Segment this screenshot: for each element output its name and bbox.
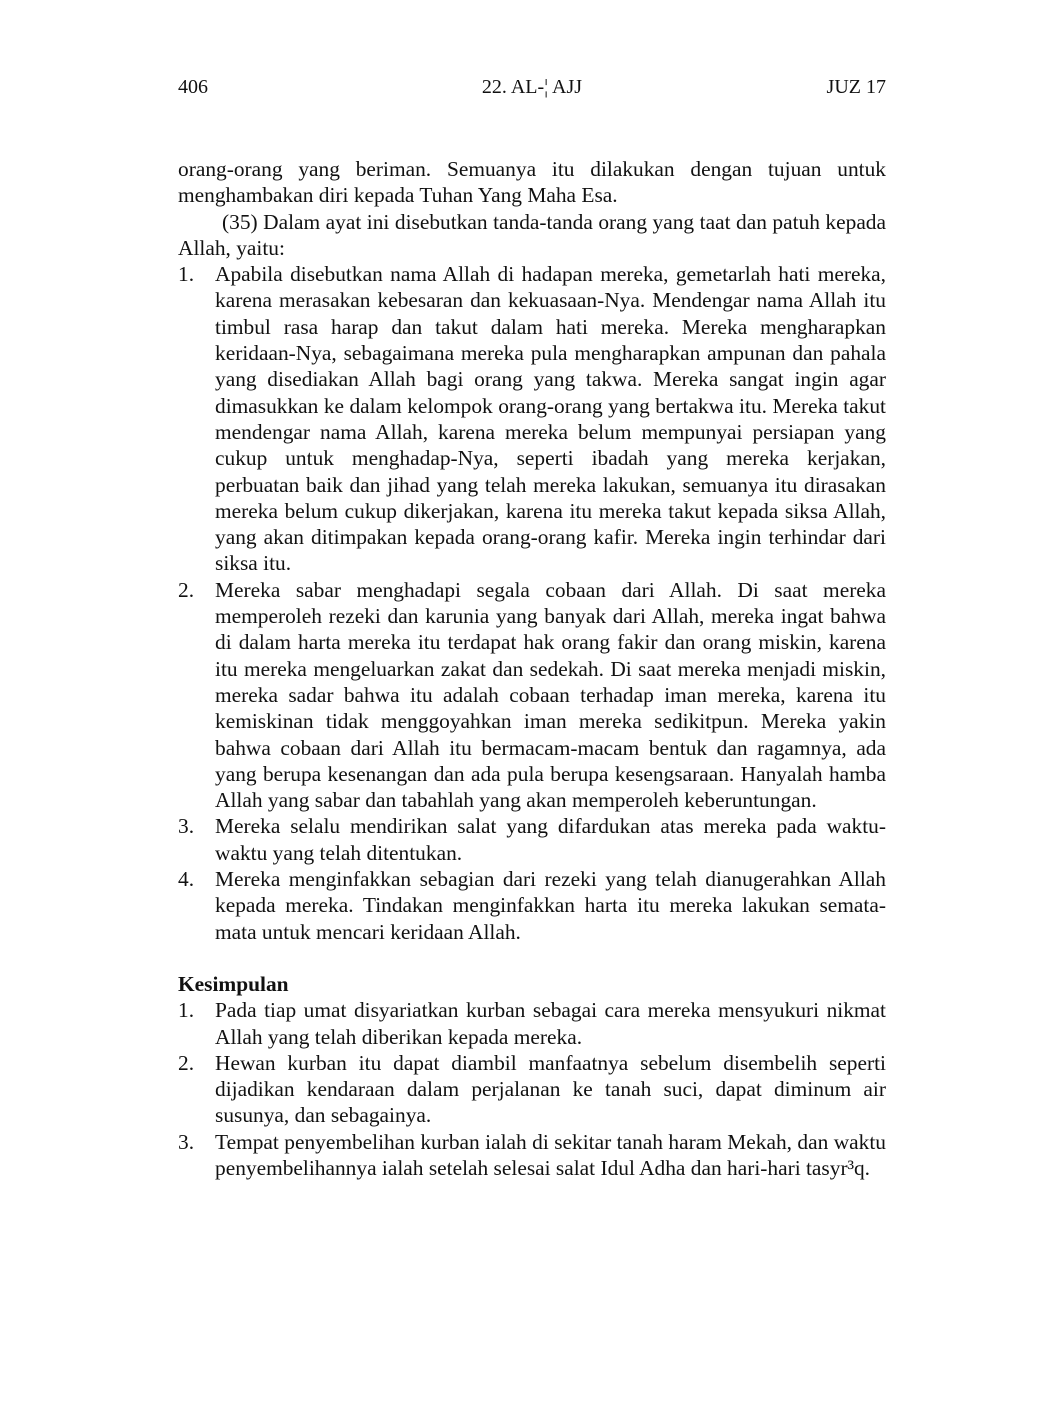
list-number: 2. (178, 1050, 195, 1075)
list-text: Pada tiap umat disyariatkan kurban sebagai cara mereka mensyukuri nikmat Allah yang telah diberikan kepada mereka. (215, 998, 886, 1049)
signs-list (178, 261, 886, 945)
list-item (178, 813, 886, 866)
list-number: 2. (178, 577, 195, 602)
list-item (178, 866, 886, 945)
list-item (178, 997, 886, 1050)
juz-label: JUZ 17 (826, 76, 886, 98)
continuation-paragraph: orang-orang yang beriman. Semuanya itu dilakukan dengan tujuan untuk menghambakan diri kepada Tuhan Yang Maha Esa. (178, 157, 886, 208)
running-header (178, 72, 886, 106)
list-number: 3. (178, 814, 195, 839)
list-item (178, 1050, 886, 1129)
list-number: 1. (178, 998, 195, 1023)
surah-title: 22. AL-¦ AJJ (481, 76, 583, 98)
conclusion-list (178, 997, 886, 1181)
main-text (178, 156, 886, 1181)
list-text: Apabila disebutkan nama Allah di hadapan mereka, gemetarlah hati mereka, karena merasakan kebesaran dan kekuasaan-Nya. Mendengar nama Allah itu timbul rasa harap dan takut dalam hati mereka. Mereka mengharapkan keridaan-Nya, sebagaimana mereka pula mengharapkan ampunan dan pahala yang disediakan Allah bagi orang yang takwa. Mereka sangat ingin agar dimasukkan ke dalam kelompok orang-orang yang bertakwa itu. Mereka takut mendengar nama Allah, karena mereka belum mempunyai persiapan yang cukup untuk menghadap-Nya, seperti ibadah yang mereka kerjakan, perbuatan baik dan jihad yang telah mereka lakukan, semuanya itu dirasakan mereka belum cukup dikerjakan, karena itu mereka takut kepada siksa Allah, yang akan ditimpakan kepada orang-orang kafir. Mereka ingin terhindar dari siksa itu. (215, 262, 886, 576)
book-page (178, 72, 886, 1181)
list-item (178, 577, 886, 814)
list-text: Tempat penyembelihan kurban ialah di sekitar tanah haram Mekah, dan waktu penyembelihannya ialah setelah selesai salat Idul Adha dan hari-hari tasyr³q. (215, 1129, 886, 1180)
list-item (178, 261, 886, 577)
list-text: Mereka sabar menghadapi segala cobaan dari Allah. Di saat mereka memperoleh rezeki dan karunia yang banyak dari Allah, mereka ingat bahwa di dalam harta mereka itu terdapat hak orang fakir dan orang miskin, karena itu mereka mengeluarkan zakat dan sedekah. Di saat mereka menjadi miskin, mereka sadar bahwa itu adalah cobaan terhadap iman mereka, karena itu kemiskinan tidak menggoyahkan iman mereka sedikitpun. Mereka yakin bahwa cobaan dari Allah itu bermacam-macam bentuk dan ragamnya, ada yang berupa kesenangan dan ada pula berupa kesengsaraan. Hanyalah hamba Allah yang sabar dan tabahlah yang akan memperoleh keberuntungan. (215, 577, 886, 813)
verse-paragraph: (35) Dalam ayat ini disebutkan tanda-tanda orang yang taat dan patuh kepada Allah, yaitu: (178, 209, 886, 260)
list-number: 3. (178, 1129, 195, 1154)
list-text: Hewan kurban itu dapat diambil manfaatnya sebelum disembelih seperti dijadikan kendaraan dalam perjalanan ke tanah suci, dapat diminum air susunya, dan sebagainya. (215, 1050, 886, 1128)
list-text: Mereka selalu mendirikan salat yang difardukan atas mereka pada waktu-waktu yang telah ditentukan. (215, 814, 886, 865)
list-number: 4. (178, 867, 195, 892)
page-number: 406 (178, 76, 208, 98)
list-text: Mereka menginfakkan sebagian dari rezeki yang telah dianugerahkan Allah kepada mereka. Tindakan menginfakkan harta itu mereka lakukan semata-mata untuk mencari keridaan Allah. (215, 867, 886, 944)
list-item (178, 1129, 886, 1182)
conclusion-heading: Kesimpulan (178, 971, 289, 996)
list-number: 1. (178, 262, 195, 287)
